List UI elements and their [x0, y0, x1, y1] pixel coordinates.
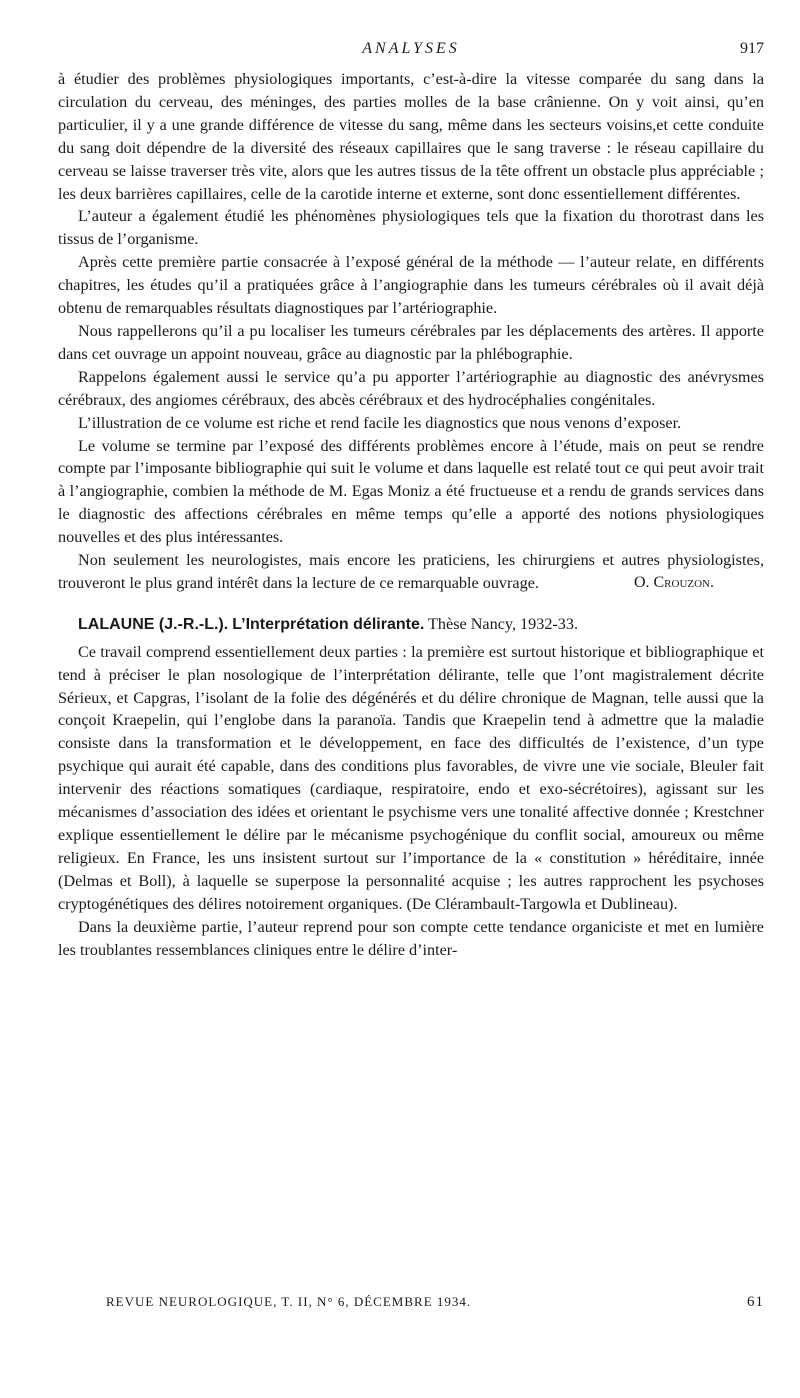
paragraph: à étudier des problèmes physiologiques importants, c’est-à-dire la vitesse comparée du sang dans la circulation du cerveau, des méninges, des parties molles de la base crânienne. On y voit ainsi, qu’en particulier, il y a une grande différence de vitesse du sang, même dans les secteurs voisins,et cette conduite du sang doit dépendre de la diversité des réseaux capillaires que le sang traverse : le réseau capillaire du cerveau se laisse traverser très vite, alors que les autres tissus de la tête offrent un obstacle plus appréciable ; les deux barrières capillaires, celle de la carotide interne et externe, sont donc essentiellement différentes.: [58, 70, 764, 203]
paragraph: Dans la deuxième partie, l’auteur reprend pour son compte cette tendance organiciste et met en lumière les troublantes ressemblances cliniques entre le délire d’inter-: [58, 917, 764, 959]
running-header: [58, 40, 764, 68]
paragraph: Après cette première partie consacrée à l’exposé général de la méthode — l’auteur relate, en différents chapitres, les études qu’il a pratiquées grâce à l’angiographie dans les tumeurs cérébrales où il avait déjà obtenu de remarquables résultats diagnostiques par l’artériographie.: [58, 253, 764, 318]
page-footer: [58, 1294, 764, 1314]
paragraph: Rappelons également aussi le service qu’a pu apporter l’artériographie au diagnostic des anévrysmes cérébraux, des angiomes cérébraux, des abcès cérébraux et des hydrocéphalies congénitales.: [58, 367, 764, 409]
paragraph: L’auteur a également étudié les phénomènes physiologiques tels que la fixation du thorotrast dans les tissus de l’organisme.: [58, 207, 764, 249]
review-body-1: [58, 68, 764, 595]
journal-citation: REVUE NEUROLOGIQUE, T. II, N° 6, DÉCEMBRE 1934.: [106, 1294, 472, 1309]
review-work-title: L’Interprétation délirante.: [232, 615, 425, 633]
reviewer-signature: O. Crouzon.: [633, 573, 714, 591]
paragraph: Ce travail comprend essentiellement deux parties : la première est surtout historique et bibliographique et tend à préciser le plan nosologique de l’interprétation délirante, telle que l’ont magistralement décrite Sérieux, et Capgras, l’isolant de la folie des dégénérés et du délire chronique de Magnan, telle aussi que la conçoit Kraepelin, qui l’englobe dans la paranoïa. Tandis que Kraepelin tend à admettre que la maladie consiste dans la transformation et le développement, en face des difficultés de l’existence, d’un type psychique qui aurait été capable, dans des conditions plus favorables, de vivre une vie sociale, Bleuler fait intervenir des réactions somatiques (cardiaque, respiratoire, endo et exo-sécrétoires), agissant sur les mécanismes d’association des idées et orientant le psychisme vers une tonalité affective donnée ; Krestchner explique essentiellement le délire par le mécanisme psychogénique du conflit social, amoureux ou même religieux. En France, les uns insistent surtout sur l’importance de la « constitution » héréditaire, innée (Delmas et Boll), à laquelle se superpose la personnalité acquise ; les autres rapprochent les psychoses cryptogénétiques des délires notoirement organiques. (De Clérambault-Targowla et Dublineau).: [58, 642, 764, 913]
paragraph: Non seulement les neurologistes, mais encore les praticiens, les chirurgiens et autres physiologistes, trouveront le plus grand intérêt dans la lecture de ce remarquable ouvrage.: [58, 551, 764, 592]
review-author: LALAUNE (J.-R.-L.).: [78, 615, 229, 633]
paragraph: Nous rappellerons qu’il a pu localiser les tumeurs cérébrales par les déplacements des artères. Il apporte dans cet ouvrage un appoint nouveau, grâce au diagnostic par la phlébographie.: [58, 321, 764, 363]
signature-mark: 61: [747, 1294, 764, 1310]
paragraph: Le volume se termine par l’exposé des différents problèmes encore à l’étude, mais on peut se rendre compte par l’imposante bibliographie qui suit le volume et dans laquelle est relaté tout ce qui peut avoir trait à l’angiographie, combien la méthode de M. Egas Moniz a été fructueuse et a rendu de grands services dans le diagnostic des affections cérébrales en même temps qu’elle a apporté des notions physiologiques nouvelles et des plus intéressantes.: [58, 436, 764, 547]
page: [58, 40, 764, 961]
page-number: 917: [740, 40, 764, 57]
review-heading: [58, 613, 764, 637]
review-reference: Thèse Nancy, 1932-33.: [428, 614, 579, 633]
running-title: ANALYSES: [362, 40, 460, 57]
paragraph: L’illustration de ce volume est riche et rend facile les diagnostics que nous venons d’exposer.: [78, 413, 682, 432]
review-body-2: [58, 641, 764, 962]
